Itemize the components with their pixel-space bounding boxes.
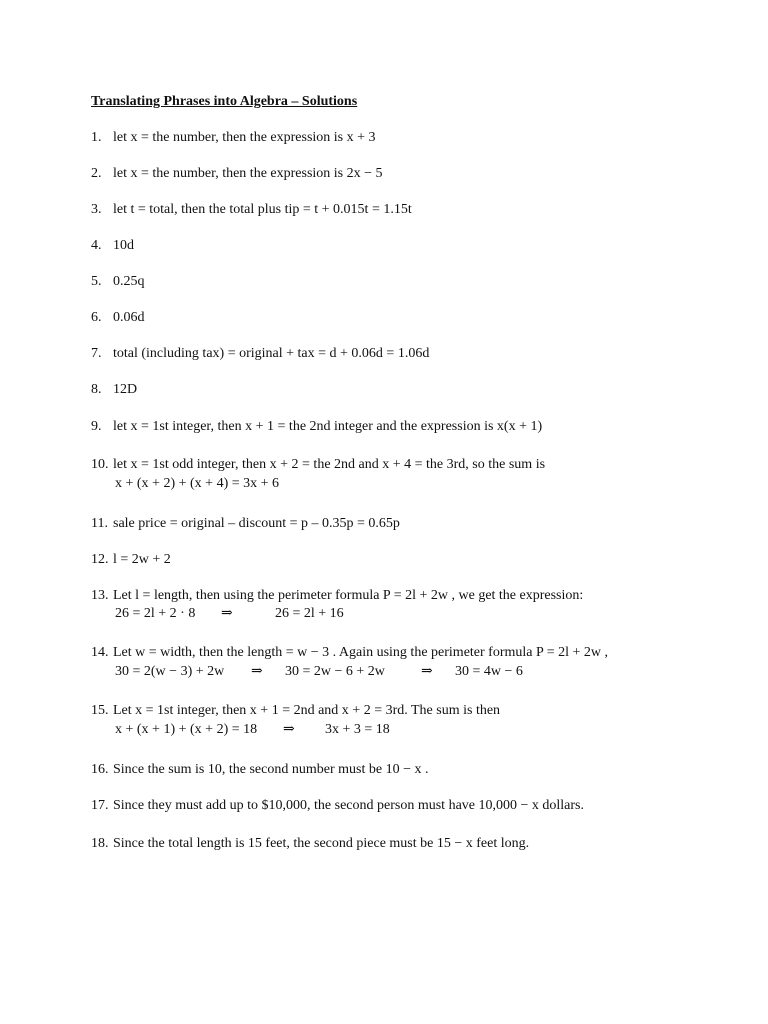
item-text: l = 2w + 2 (113, 552, 171, 567)
item-text: Let x = 1st integer, then x + 1 = 2nd and x + 2 = 3rd. The sum is then (113, 703, 501, 718)
item-number: 2. (91, 166, 102, 181)
implies-arrow: ⇒ (221, 606, 233, 621)
item-number: 17. (91, 798, 109, 813)
solution-item-13 (91, 587, 583, 605)
item-text: let x = the number, then the expression is x + 3 (113, 130, 376, 145)
item-14-continuation (115, 663, 523, 681)
item-number: 12. (91, 552, 109, 567)
item-15-continuation (115, 721, 390, 739)
equation-line: x + (x + 1) + (x + 2) = 18 (115, 722, 258, 737)
solution-item-9 (91, 418, 542, 436)
implies-arrow: ⇒ (283, 722, 295, 737)
item-text: Since the sum is 10, the second number must be 10 − x . (113, 762, 429, 777)
item-text: Let w = width, then the length = w − 3 . Again using the perimeter formula P = 2l + 2w , (113, 645, 609, 660)
solution-item-14 (91, 644, 608, 662)
item-number: 16. (91, 762, 109, 777)
solution-item-5 (91, 273, 145, 291)
item-text: Since they must add up to $10,000, the second person must have 10,000 − x dollars. (113, 798, 584, 813)
item-text: 12D (113, 382, 138, 397)
item-text: let x = 1st integer, then x + 1 = the 2nd integer and the expression is x(x + 1) (113, 419, 543, 434)
item-number: 18. (91, 836, 109, 851)
solution-item-1 (91, 129, 376, 147)
item-number: 6. (91, 310, 102, 325)
equation-line: 30 = 2w − 6 + 2w (285, 664, 385, 679)
item-text: let x = 1st odd integer, then x + 2 = the 2nd and x + 4 = the 3rd, so the sum is (113, 457, 546, 472)
item-text: total (including tax) = original + tax = d + 0.06d = 1.06d (113, 346, 430, 361)
item-text: 10d (113, 238, 134, 253)
solution-item-17 (91, 797, 584, 815)
equation-line: 3x + 3 = 18 (325, 722, 390, 737)
solution-item-11 (91, 515, 400, 533)
solution-item-12 (91, 551, 171, 569)
item-text: Let l = length, then using the perimeter formula P = 2l + 2w , we get the expression: (113, 588, 584, 603)
item-13-continuation (115, 605, 344, 623)
item-number: 11. (91, 516, 108, 531)
solution-item-10 (91, 456, 545, 474)
item-number: 7. (91, 346, 102, 361)
item-10-continuation (115, 475, 279, 493)
item-number: 15. (91, 703, 109, 718)
item-text: 0.25q (113, 274, 145, 289)
equation-line: 30 = 4w − 6 (455, 664, 523, 679)
item-number: 4. (91, 238, 102, 253)
item-text: let t = total, then the total plus tip = t + 0.015t = 1.15t (113, 202, 412, 217)
equation-line: 26 = 2l + 2 · 8 (115, 606, 196, 621)
item-number: 3. (91, 202, 102, 217)
item-number: 10. (91, 457, 109, 472)
item-number: 8. (91, 382, 102, 397)
solution-item-6 (91, 309, 145, 327)
solution-item-3 (91, 201, 412, 219)
solution-item-7 (91, 345, 429, 363)
item-text: let x = the number, then the expression is 2x − 5 (113, 166, 383, 181)
item-text: 0.06d (113, 310, 145, 325)
item-text: sale price = original – discount = p – 0.35p = 0.65p (113, 516, 400, 531)
equation-line: 26 = 2l + 16 (275, 606, 344, 621)
item-number: 9. (91, 419, 102, 434)
equation-line: 30 = 2(w − 3) + 2w (115, 664, 225, 679)
item-number: 1. (91, 130, 102, 145)
equation-line: x + (x + 2) + (x + 4) = 3x + 6 (115, 476, 280, 491)
implies-arrow: ⇒ (251, 664, 263, 679)
solution-item-18 (91, 835, 529, 853)
item-number: 5. (91, 274, 102, 289)
item-text: Since the total length is 15 feet, the second piece must be 15 − x feet long. (113, 836, 530, 851)
implies-arrow: ⇒ (421, 664, 433, 679)
item-number: 13. (91, 588, 109, 603)
solution-item-15 (91, 702, 500, 720)
solution-item-4 (91, 237, 134, 255)
solution-item-2 (91, 165, 383, 183)
solution-item-8 (91, 381, 137, 399)
item-number: 14. (91, 645, 109, 660)
document-title: Translating Phrases into Algebra – Solutions (91, 94, 358, 109)
solution-item-16 (91, 761, 428, 779)
